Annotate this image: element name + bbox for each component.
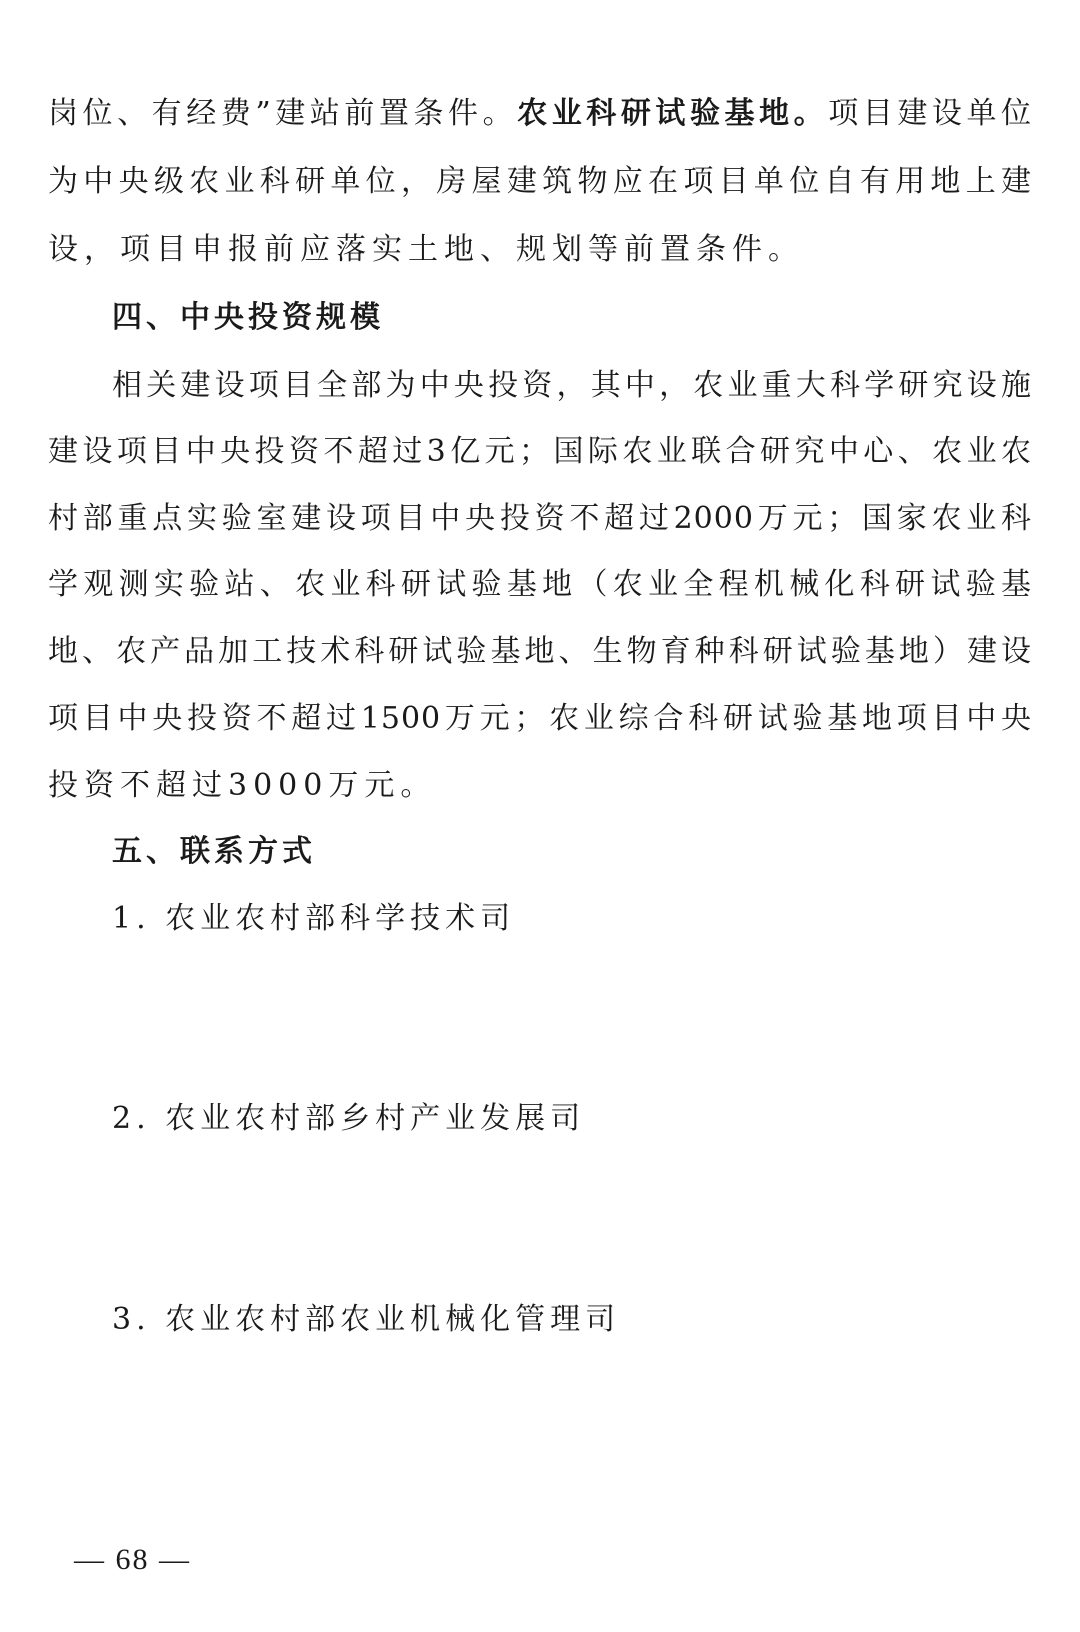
contact-item: 3. 农业农村部农业机械化管理司 xyxy=(112,1302,621,1337)
paragraph-line: 建设项目中央投资不超过3亿元；国际农业联合研究中心、农业农 xyxy=(48,434,1032,469)
paragraph-line xyxy=(48,94,1032,134)
paragraph-line: 为中央级农业科研单位，房屋建筑物应在项目单位自有用地上建 xyxy=(48,164,1032,199)
paragraph-line: 学观测实验站、农业科研试验基地（农业全程机械化科研试验基 xyxy=(48,567,1032,602)
paragraph-line: 投资不超过3000万元。 xyxy=(48,768,437,803)
section-heading: 四、中央投资规模 xyxy=(112,300,384,335)
text-run: 岗位、有经费”建站前置条件。 xyxy=(48,96,518,131)
paragraph-line: 地、农产品加工技术科研试验基地、生物育种科研试验基地）建设 xyxy=(48,634,1032,669)
paragraph-line: 设，项目申报前应落实土地、规划等前置条件。 xyxy=(48,232,804,267)
paragraph-line: 相关建设项目全部为中央投资，其中，农业重大科学研究设施 xyxy=(112,368,1032,403)
paragraph-line: 村部重点实验室建设项目中央投资不超过2000万元；国家农业科 xyxy=(48,501,1032,536)
bold-term: 农业科研试验基地。 xyxy=(517,96,829,131)
paragraph-line: 项目中央投资不超过1500万元；农业综合科研试验基地项目中央 xyxy=(48,701,1032,736)
contact-item: 1. 农业农村部科学技术司 xyxy=(112,901,516,936)
section-heading: 五、联系方式 xyxy=(112,834,316,869)
contact-item: 2. 农业农村部乡村产业发展司 xyxy=(112,1101,586,1136)
text-run: 项目建设单位 xyxy=(828,96,1033,131)
page-number: — 68 — xyxy=(74,1543,191,1576)
